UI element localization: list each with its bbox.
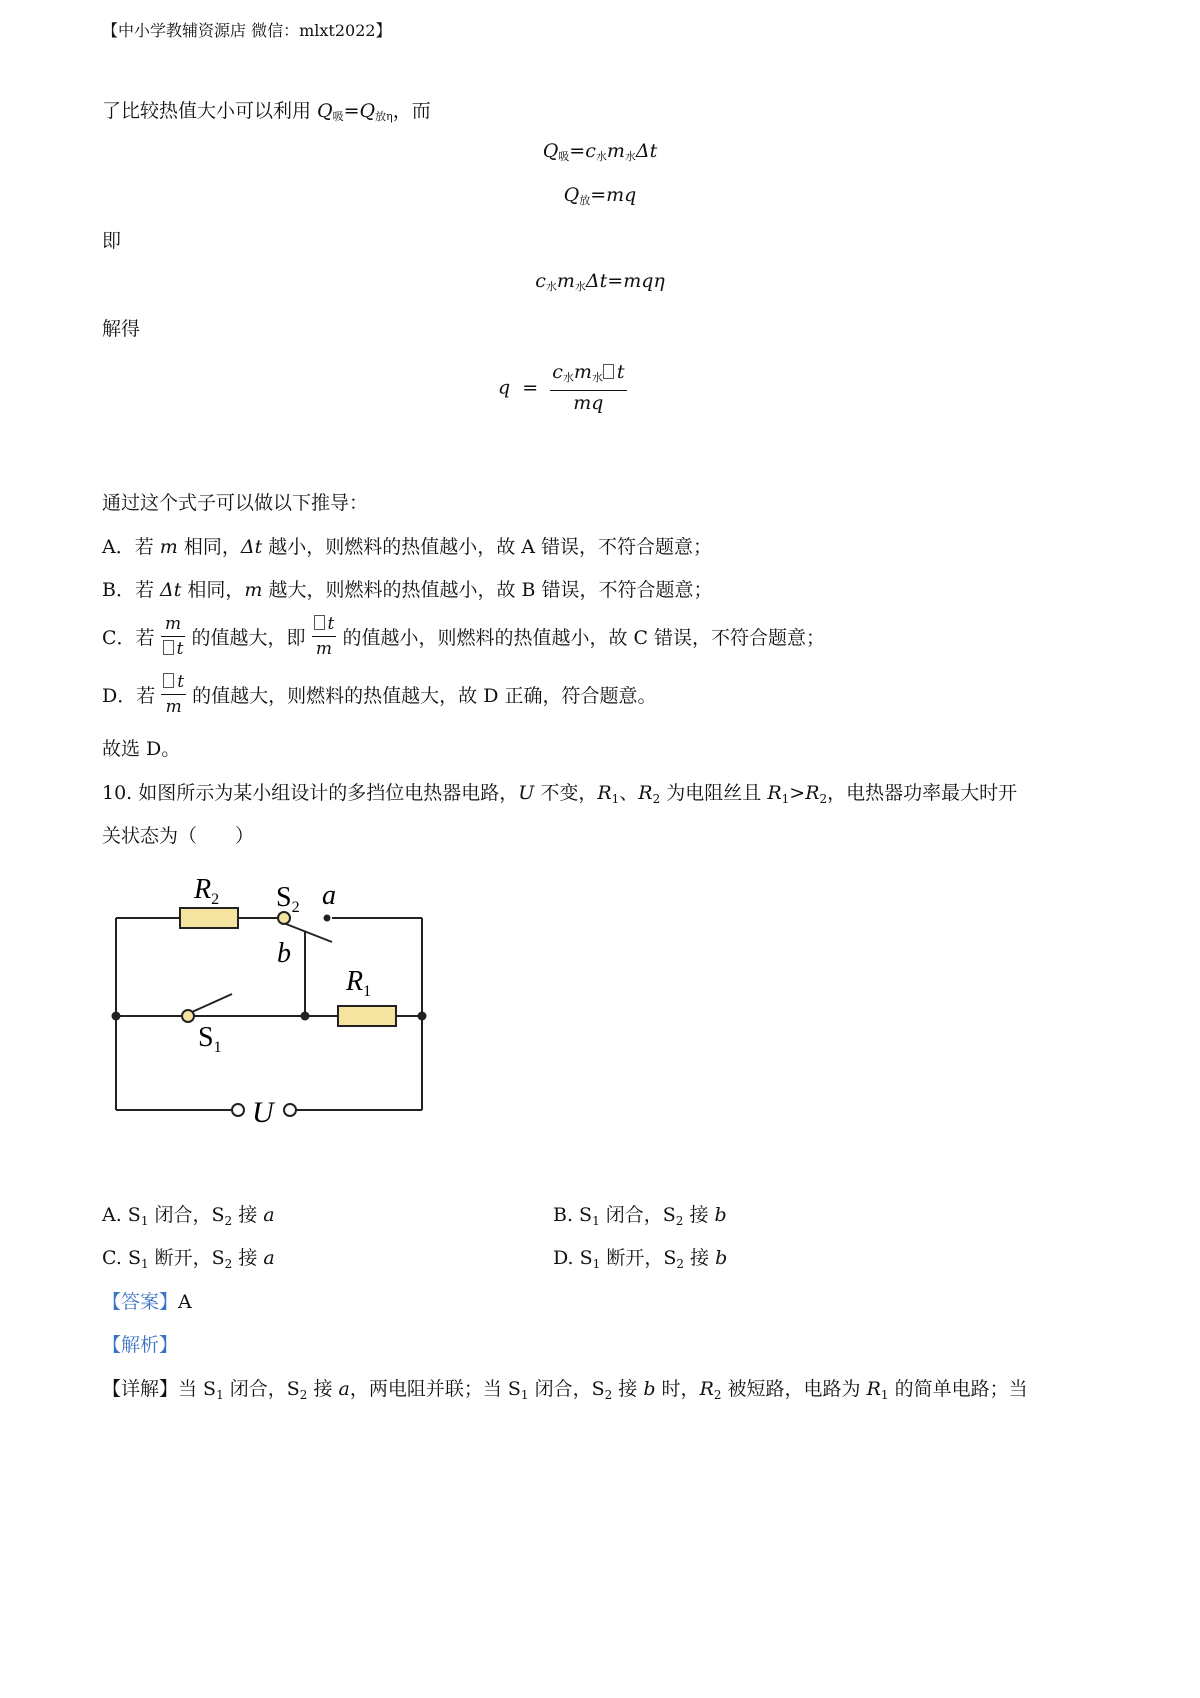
answer-value: A: [178, 1291, 192, 1313]
q-symbol-2: Q: [359, 100, 376, 122]
sub-eta: η: [386, 110, 393, 123]
label-s2: $S_2$: [276, 882, 300, 916]
terminal-right: [284, 1104, 296, 1116]
option-c-text: C．若 $\frac{m}{t}$ 的值越大，即 $\frac{t}{m}$ 的值越小，则燃料的热值越小，故 C 错误，不符合题意；: [102, 614, 826, 659]
s1-blade: [192, 994, 232, 1012]
choice-a: A. $S_1$ 闭合，$S_2$ 接 a: [102, 1204, 275, 1228]
question-10-line2: 关状态为（ ）: [102, 825, 255, 847]
choice-d: D. $S_1$ 断开，$S_2$ 接 b: [553, 1247, 728, 1271]
label-a: a: [322, 880, 336, 911]
junction-center: [301, 1012, 310, 1021]
ji-text: 即: [102, 230, 122, 252]
choice-c: C. $S_1$ 断开，$S_2$ 接 a: [102, 1247, 275, 1271]
s2-pivot: [278, 912, 290, 924]
intro-suffix: ，而: [392, 100, 431, 122]
contact-a: [324, 915, 331, 922]
s2-blade: [286, 924, 332, 942]
answer-line: [102, 1287, 192, 1314]
intro-line: [102, 96, 431, 124]
sub-absorb: 吸: [332, 110, 344, 123]
resistor-r2: [180, 908, 238, 928]
circuit-diagram: [100, 870, 440, 1150]
intro-prefix: 了比较热值大小可以利用: [102, 100, 318, 122]
label-u: U: [252, 1096, 274, 1129]
label-s1: $S_1$: [198, 1022, 222, 1056]
derive-text: 通过这个式子可以做以下推导：: [102, 492, 369, 514]
jiede-text: 解得: [102, 318, 141, 340]
question-10-line1: 10. 如图所示为某小组设计的多挡位电热器电路，U 不变，$R_1$、$R_2$ 为电阻丝且 $R_1>R_2$，电热器功率最大时开: [102, 782, 1018, 806]
equation-q-release: $Q_放=mq$: [563, 184, 637, 207]
terminal-left: [232, 1104, 244, 1116]
equation-q-absorb: $Q_吸=c_水m_水\Delta t$: [542, 140, 658, 163]
s1-pivot: [182, 1010, 194, 1022]
detail-line: 【详解】当 $S_1$ 闭合，$S_2$ 接 a，两电阻并联；当 $S_1$ 闭合，$S_2$ 接 b 时，$R_2$ 被短路，电路为 $R_1$ 的简单电路；当: [102, 1378, 1028, 1402]
option-a-text: A．若 m 相同，Δt 越小，则燃料的热值越小，故 A 错误，不符合题意；: [102, 536, 713, 558]
label-r1: $R_1$: [346, 966, 372, 1000]
option-b-text: B．若 Δt 相同，m 越大，则燃料的热值越小，故 B 错误，不符合题意；: [102, 579, 713, 601]
missing-glyph-box: [603, 364, 614, 379]
label-r2: $R_2$: [194, 874, 220, 908]
q-symbol: Q: [317, 100, 333, 122]
page-header: 【中小学教辅资源店 微信：mlxt2022】: [102, 21, 392, 40]
junction-left: [112, 1012, 121, 1021]
equals: =: [343, 100, 360, 122]
equation-balance: $c_水m_水\Delta t=mq\eta$: [535, 270, 665, 293]
choice-b: B. $S_1$ 闭合，$S_2$ 接 b: [553, 1204, 727, 1228]
analysis-label: 【解析】: [102, 1334, 179, 1356]
equation-q-result: q = $\frac{c_水m_水 t}{mq}$: [498, 361, 625, 414]
detail-label: 【详解】: [102, 1378, 179, 1400]
option-d-text: D．若 $\frac{t}{m}$ 的值越大，则燃料的热值越大，故 D 正确，符合题意。: [102, 672, 657, 717]
resistor-r1: [338, 1006, 396, 1026]
guxuan-text: 故选 D。: [102, 738, 181, 760]
answer-label: 【答案】: [102, 1291, 179, 1313]
junction-right: [418, 1012, 427, 1021]
sub-release: 放: [375, 110, 387, 123]
label-b: b: [277, 938, 291, 969]
